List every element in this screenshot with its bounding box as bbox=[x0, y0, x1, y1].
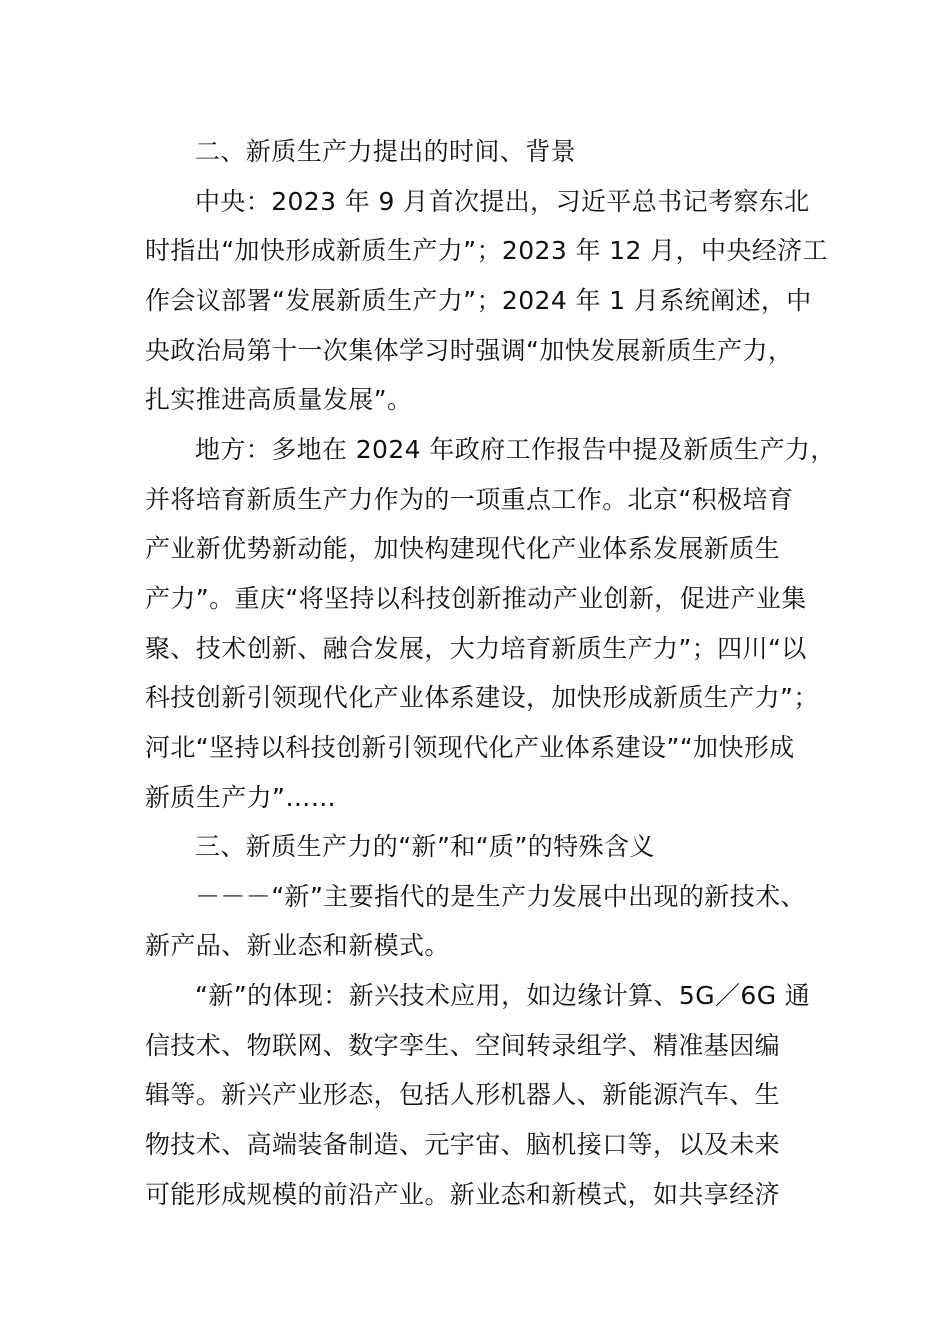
paragraph-line: 河北“坚持以科技创新引领现代化产业体系建设”“加快形成 bbox=[145, 733, 795, 762]
paragraph-line: 新产品、新业态和新模式。 bbox=[145, 931, 450, 960]
paragraph-line: 新质生产力”…… bbox=[145, 783, 337, 812]
paragraph-line: 作会议部署“发展新质生产力”；2024 年 1 月系统阐述，中 bbox=[145, 286, 812, 315]
section-heading-2: 二、新质生产力提出的时间、背景 bbox=[195, 137, 577, 166]
paragraph-line: 并将培育新质生产力作为的一项重点工作。北京“积极培育 bbox=[145, 485, 794, 514]
paragraph-line: 信技术、物联网、数字孪生、空间转录组学、精准基因编 bbox=[145, 1031, 781, 1060]
paragraph-line: 中央：2023 年 9 月首次提出，习近平总书记考察东北 bbox=[195, 187, 810, 216]
paragraph-line: 产力”。重庆“将坚持以科技创新推动产业创新，促进产业集 bbox=[145, 584, 807, 613]
paragraph-line: “新”的体现：新兴技术应用，如边缘计算、5G／6G 通 bbox=[195, 981, 811, 1010]
paragraph-line: 扎实推进高质量发展”。 bbox=[145, 385, 413, 414]
paragraph-line: 聚、技术创新、融合发展，大力培育新质生产力”；四川“以 bbox=[145, 634, 807, 663]
paragraph-line: 时指出“加快形成新质生产力”；2023 年 12 月，中央经济工 bbox=[145, 236, 828, 265]
paragraph-line: 可能形成规模的前沿产业。新业态和新模式，如共享经济 bbox=[145, 1180, 781, 1209]
paragraph-line: 央政治局第十一次集体学习时强调“加快发展新质生产力， bbox=[145, 336, 794, 365]
section-heading-3: 三、新质生产力的“新”和“质”的特殊含义 bbox=[195, 832, 655, 861]
paragraph-line: －－－“新”主要指代的是生产力发展中出现的新技术、 bbox=[195, 882, 806, 911]
paragraph-line: 产业新优势新动能，加快构建现代化产业体系发展新质生 bbox=[145, 534, 781, 563]
paragraph-line: 辑等。新兴产业形态，包括人形机器人、新能源汽车、生 bbox=[145, 1080, 781, 1109]
paragraph-line: 科技创新引领现代化产业体系建设，加快形成新质生产力”； bbox=[145, 683, 819, 712]
paragraph-line: 地方：多地在 2024 年政府工作报告中提及新质生产力， bbox=[195, 435, 836, 464]
paragraph-line: 物技术、高端装备制造、元宇宙、脑机接口等，以及未来 bbox=[145, 1130, 781, 1159]
